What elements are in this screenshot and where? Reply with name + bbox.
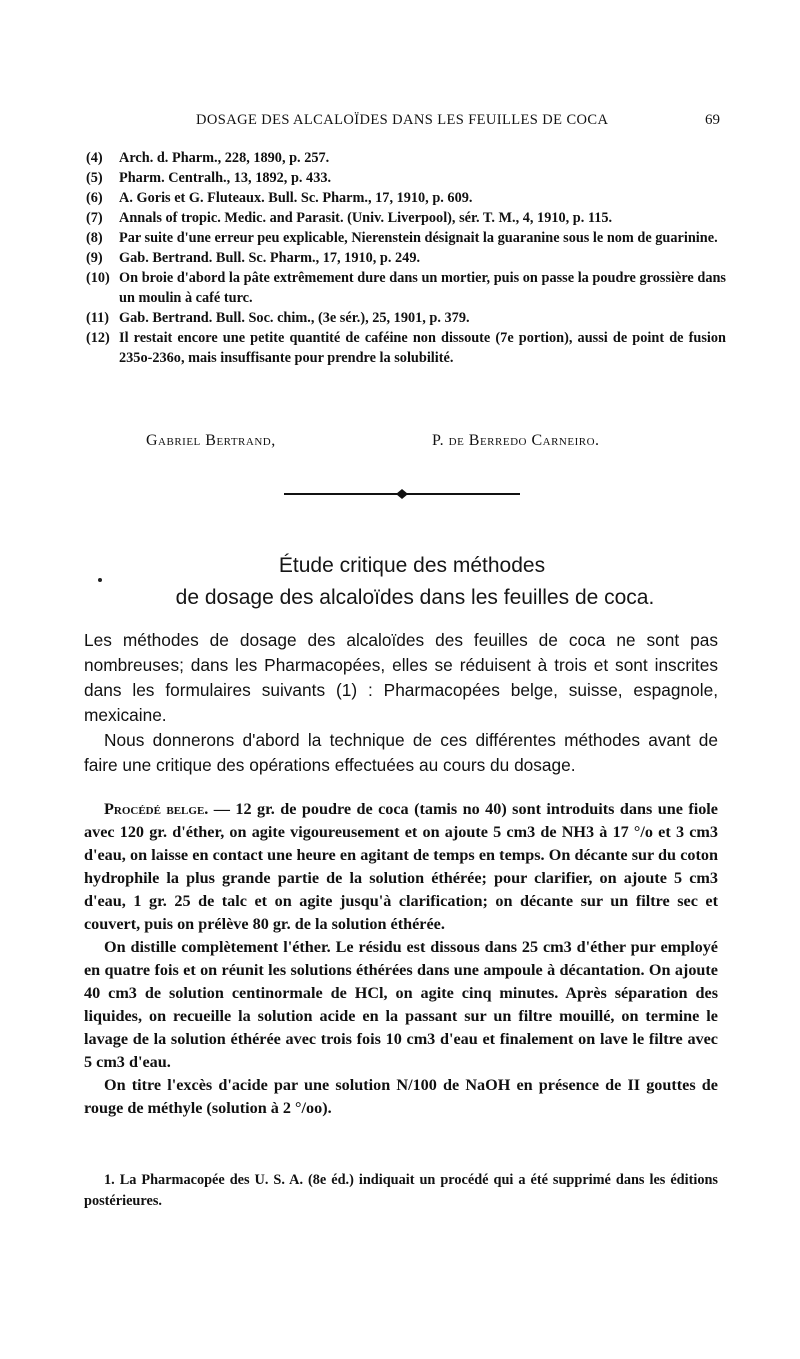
note-number: (6) xyxy=(86,190,103,206)
method-paragraph xyxy=(84,798,718,936)
intro-paragraph: Les méthodes de dosage des alcaloïdes des feuilles de coca ne sont pas nombreuses; dans les Pharmacopées, elles se réduisent à trois et sont inscrites dans les formulaires suivants (1) : Pharmacopées belge, suisse, espagnole, mexicaine. xyxy=(84,630,718,725)
note-item xyxy=(86,308,726,328)
article-title xyxy=(60,550,760,614)
intro-section xyxy=(84,628,718,778)
page-number: 69 xyxy=(705,112,720,128)
note-number: (9) xyxy=(86,250,103,266)
note-text: Gab. Bertrand. Bull. Sc. Pharm., 17, 1910, p. 249. xyxy=(119,250,421,266)
author-signature: P. de Berredo Carneiro. xyxy=(432,432,600,449)
note-item xyxy=(86,228,726,248)
note-number: (10) xyxy=(86,270,110,286)
note-item xyxy=(86,208,726,228)
method-paragraph: On titre l'excès d'acide par une solution N/100 de NaOH en présence de II gouttes de rouge de méthyle (solution à 2 °/oo). xyxy=(84,1076,718,1117)
note-item xyxy=(86,188,726,208)
method-paragraph: On distille complètement l'éther. Le résidu est dissous dans 25 cm3 d'éther pur employé en quatre fois et on réunit les solutions éthérées dans une ampoule à décantation. On ajoute 40 cm3 de solution centinormale de HCl, on agite cinq minutes. Après séparation des liquides, on recueille la solution acide en la passant sur un filtre mouillé, on termine le lavage de la solution éthérée avec trois fois 10 cm3 d'eau et finalement on lave le filtre avec 5 cm3 d'eau. xyxy=(84,938,718,1071)
section-divider-ornament xyxy=(284,486,520,502)
note-number: (4) xyxy=(86,150,103,166)
title-line: Étude critique des méthodes xyxy=(278,554,546,577)
note-text: Annals of tropic. Medic. and Parasit. (Univ. Liverpool), sér. T. M., 4, 1910, p. 115. xyxy=(119,210,613,226)
note-item xyxy=(86,248,726,268)
reference-notes xyxy=(86,148,726,368)
note-number: (7) xyxy=(86,210,103,226)
title-line: de dosage des alcaloïdes dans les feuilles de coca. xyxy=(175,586,655,609)
note-item xyxy=(86,328,726,368)
note-item xyxy=(86,268,726,308)
method-text: — 12 gr. de poudre de coca (tamis no 40) sont introduits dans une fiole avec 120 gr. d'éther, on agite vigoureusement et on ajoute 5 cm3 de NH3 à 17 °/o et 3 cm3 d'eau, on laisse en contact une heure en agitant de temps en temps. On décante sur du coton hydrophile la plus grande partie de la solution éthérée; pour clarifier, on ajoute 5 cm3 d'eau, 1 gr. 25 de talc et on agite jusqu'à clarification; on décante sur un filtre sec et couvert, puis on prélève 80 gr. de la solution éthérée. xyxy=(84,800,718,933)
note-item xyxy=(86,148,726,168)
page-header xyxy=(196,112,720,136)
footnote-text: 1. La Pharmacopée des U. S. A. (8e éd.) indiquait un procédé qui a été supprimé dans les éditions postérieures. xyxy=(84,1172,718,1209)
note-item xyxy=(86,168,726,188)
note-text: Il restait encore une petite quantité de caféine non dissoute (7e portion), aussi de point de fusion 235o-236o, mais insuffisante pour prendre la solubilité. xyxy=(119,330,726,366)
method-section xyxy=(84,798,718,1120)
note-number: (5) xyxy=(86,170,103,186)
note-number: (11) xyxy=(86,310,110,326)
note-text: A. Goris et G. Fluteaux. Bull. Sc. Pharm., 17, 1910, p. 609. xyxy=(119,190,473,206)
note-number: (8) xyxy=(86,230,103,246)
note-text: Gab. Bertrand. Bull. Soc. chim., (3e sér.), 25, 1901, p. 379. xyxy=(119,310,470,326)
author-signature: Gabriel Bertrand, xyxy=(146,432,276,449)
note-number: (12) xyxy=(86,330,110,346)
note-text: On broie d'abord la pâte extrêmement dure dans un mortier, puis on passe la poudre grossière dans un moulin à café turc. xyxy=(119,270,726,306)
section-label: Procédé belge. xyxy=(104,800,209,818)
intro-paragraph: Nous donnerons d'abord la technique de ces différentes méthodes avant de faire une critique des opérations effectuées au cours du dosage. xyxy=(84,730,718,775)
author-signatures xyxy=(146,432,706,456)
running-head: DOSAGE DES ALCALOÏDES DANS LES FEUILLES DE COCA xyxy=(196,112,609,128)
note-text: Arch. d. Pharm., 228, 1890, p. 257. xyxy=(119,150,330,166)
note-text: Pharm. Centralh., 13, 1892, p. 433. xyxy=(119,170,332,186)
footnote xyxy=(84,1170,718,1212)
note-text: Par suite d'une erreur peu explicable, Nierenstein désignait la guaranine sous le nom de guarinine. xyxy=(119,230,718,246)
